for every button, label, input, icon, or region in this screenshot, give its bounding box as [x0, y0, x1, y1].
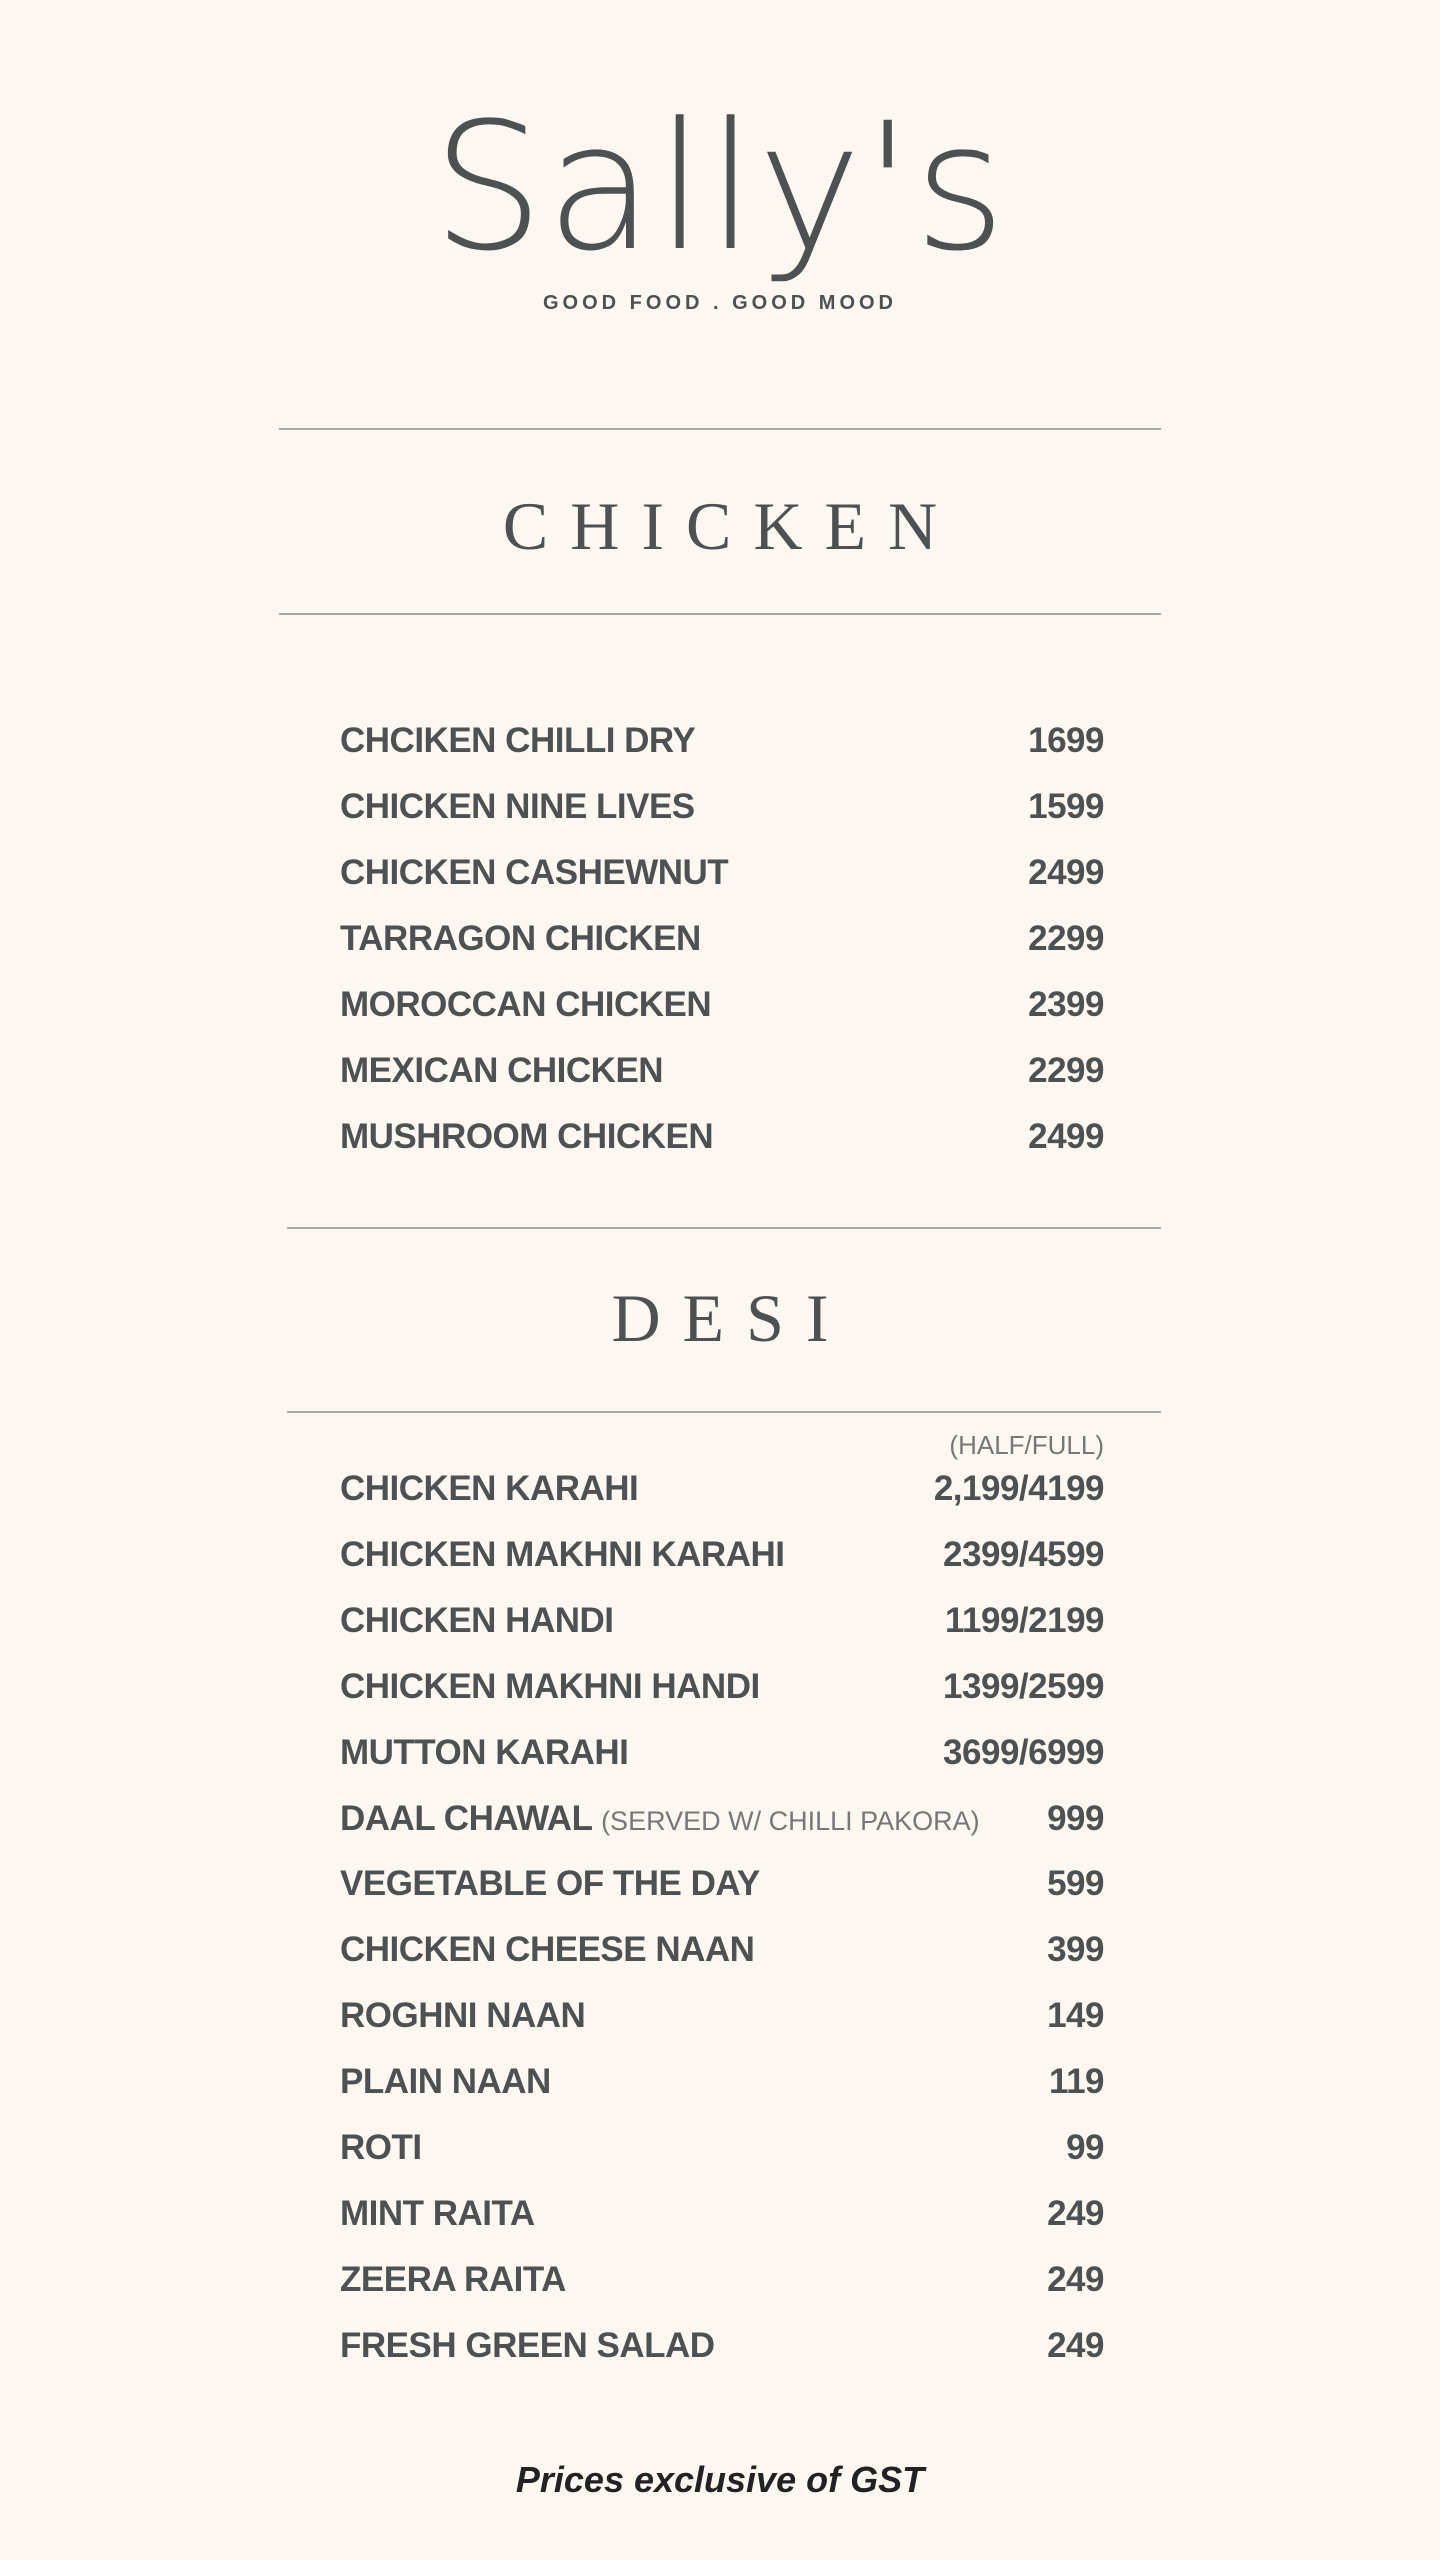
menu-item [340, 716, 1104, 766]
brand-logo: Sally's [432, 85, 1008, 290]
menu-item-price: 1599 [1028, 787, 1104, 826]
menu-item-name: MUSHROOM CHICKEN [340, 1117, 714, 1156]
menu-item-left [340, 2128, 422, 2168]
menu-item-price: 119 [1049, 2062, 1104, 2102]
menu-item [340, 782, 1104, 832]
menu-item-left [340, 1117, 713, 1157]
menu-item [340, 2321, 1104, 2371]
menu-item [340, 2057, 1104, 2107]
menu-item-name: CHICKEN HANDI [340, 1600, 614, 1640]
menu-item-left [340, 2062, 551, 2102]
menu-item-price: 249 [1047, 2193, 1104, 2233]
menu-item [340, 914, 1104, 964]
menu-item [340, 1859, 1104, 1909]
menu-item-price: 249 [1047, 2325, 1104, 2365]
menu-item-price: 99 [1066, 2128, 1104, 2167]
menu-item [340, 1596, 1104, 1646]
menu-item-price: 1199/2199 [944, 1600, 1104, 1640]
menu-item-price: 2499 [1028, 1117, 1104, 1156]
brand-tagline: GOOD FOOD . GOOD MOOD [543, 292, 897, 314]
menu-item-left [340, 1799, 980, 1839]
menu-item-left [340, 2260, 566, 2300]
menu-item-left [340, 2326, 715, 2366]
menu-item-left [340, 1667, 760, 1707]
menu-item-name: CHICKEN CHEESE NAAN [340, 1930, 755, 1970]
menu-item-price: 3699/6999 [943, 1732, 1104, 1772]
menu-item [340, 1112, 1104, 1162]
divider [287, 1227, 1161, 1229]
menu-item-name: CHCIKEN CHILLI DRY [340, 721, 696, 760]
menu-item-name: CHICKEN KARAHI [340, 1469, 639, 1508]
menu-item-note: (SERVED W/ CHILLI PAKORA) [601, 1805, 980, 1836]
menu-item-left [340, 1733, 628, 1773]
divider [279, 613, 1161, 615]
menu-item-name: VEGETABLE OF THE DAY [340, 1864, 760, 1904]
menu-item-price: 2299 [1028, 1051, 1104, 1090]
menu-item-price: 999 [1047, 1798, 1104, 1838]
menu-item-price: 2299 [1028, 919, 1104, 958]
menu-item [340, 1794, 1104, 1844]
menu-item-price: 1699 [1028, 721, 1104, 760]
divider [279, 428, 1161, 430]
menu-item-price: 149 [1047, 1996, 1104, 2036]
menu-item [340, 1662, 1104, 1712]
section-title-chicken: CHICKEN [502, 488, 960, 564]
menu-item-left [340, 787, 695, 827]
menu-item [340, 1464, 1104, 1514]
menu-item-left [340, 2194, 535, 2234]
menu-item-name: TARRAGON CHICKEN [340, 919, 701, 958]
menu-item-name: ROGHNI NAAN [340, 1996, 586, 2036]
menu-item-price: 2499 [1028, 853, 1104, 892]
menu-item [340, 1728, 1104, 1778]
menu-item-left [340, 1051, 663, 1091]
menu-item-name: FRESH GREEN SALAD [340, 2325, 715, 2365]
menu-item-name: MUTTON KARAHI [340, 1732, 629, 1772]
menu-item [340, 1925, 1104, 1975]
menu-item-left [340, 1469, 638, 1509]
menu-item-name: ZEERA RAITA [340, 2259, 566, 2299]
menu-item-name: ROTI [340, 2128, 422, 2167]
menu-item-price: 2399 [1028, 985, 1104, 1024]
menu-item [340, 1046, 1104, 1096]
menu-item-left [340, 1535, 784, 1575]
menu-item-left [340, 853, 728, 893]
menu-item-price: 2399/4599 [943, 1534, 1104, 1574]
menu-item-left [340, 985, 711, 1025]
menu-item-price: 2,199/4199 [933, 1469, 1104, 1508]
menu-item [340, 1530, 1104, 1580]
menu-item-name: DAAL CHAWAL [340, 1798, 592, 1838]
menu-item-price: 399 [1047, 1930, 1104, 1970]
menu-item-name: CHICKEN CASHEWNUT [340, 853, 729, 892]
menu-item-name: MINT RAITA [340, 2193, 535, 2233]
menu-item-left [340, 1601, 614, 1641]
menu-item [340, 848, 1104, 898]
section-title-desi: DESI [611, 1280, 851, 1356]
menu-item-name: CHICKEN MAKHNI KARAHI [340, 1534, 785, 1574]
menu-item-left [340, 1930, 754, 1970]
menu-item-left [340, 1864, 760, 1904]
menu-item-left [340, 1996, 585, 2036]
menu-item-left [340, 721, 695, 761]
menu-item [340, 980, 1104, 1030]
menu-item [340, 2255, 1104, 2305]
menu-item [340, 2189, 1104, 2239]
menu-item-name: PLAIN NAAN [340, 2062, 551, 2102]
footer-note: Prices exclusive of GST [515, 2459, 925, 2500]
menu-item-name: MEXICAN CHICKEN [340, 1051, 664, 1090]
menu-item [340, 1991, 1104, 2041]
menu-item-price: 599 [1047, 1864, 1104, 1904]
divider [287, 1411, 1161, 1413]
menu-item-price: 249 [1047, 2259, 1104, 2299]
menu-item-name: MOROCCAN CHICKEN [340, 985, 712, 1024]
menu-item-name: CHICKEN NINE LIVES [340, 787, 695, 826]
menu-item-left [340, 919, 701, 959]
menu-item-price: 1399/2599 [943, 1666, 1104, 1706]
menu-item-name: CHICKEN MAKHNI HANDI [340, 1666, 760, 1706]
menu-item [340, 2123, 1104, 2173]
price-note-half-full: (HALF/FULL) [949, 1430, 1104, 1460]
